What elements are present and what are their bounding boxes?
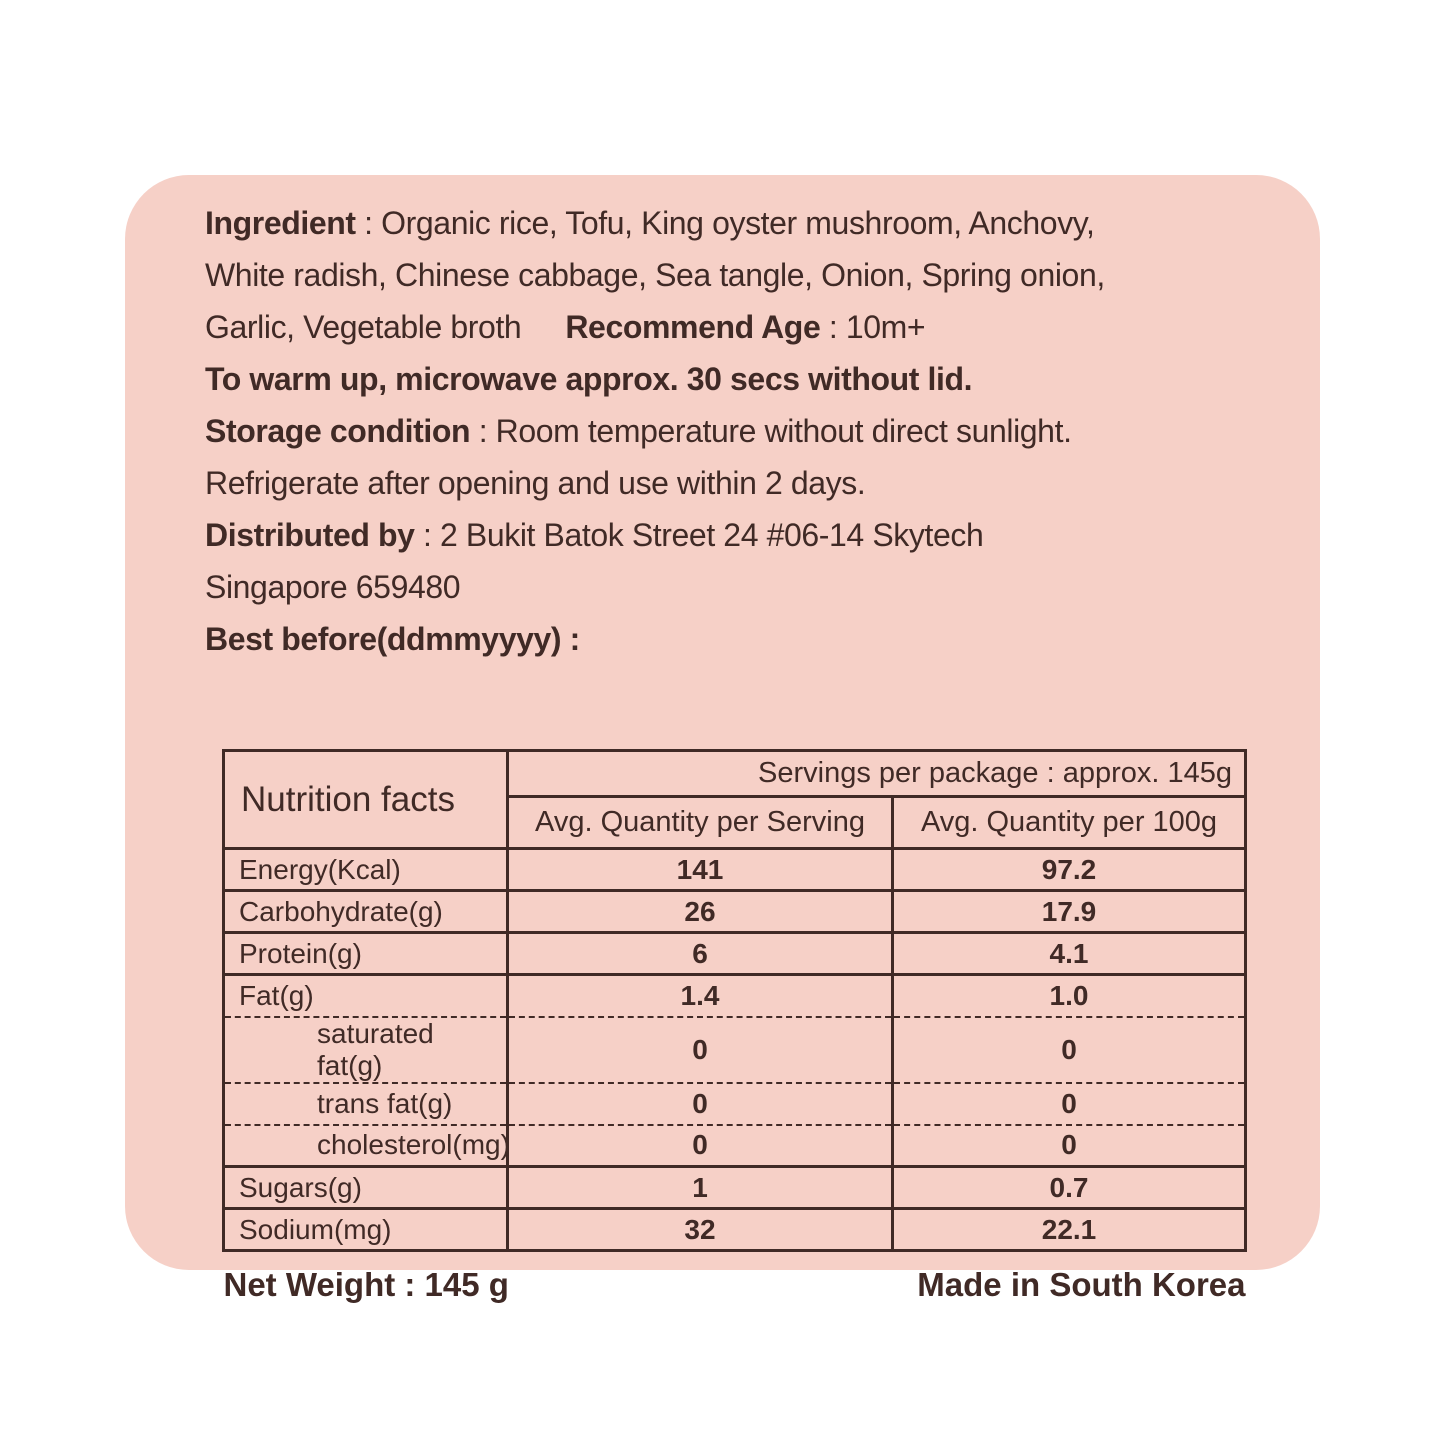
nutrient-label: Sodium(mg) <box>224 1209 508 1251</box>
storage-text-1: : Room temperature without direct sunlight. <box>470 413 1072 449</box>
ingredient-text-2: White radish, Chinese cabbage, Sea tangle, Onion, Spring onion, <box>205 257 1105 293</box>
servings-per-package-header: Servings per package : approx. 145g <box>508 751 1246 797</box>
table-header-row-1 <box>224 751 1246 797</box>
country-of-origin-text: Made in South Korea <box>917 1266 1246 1303</box>
per-100g-value: 0 <box>893 1125 1246 1167</box>
ingredient-line-3 <box>205 301 1264 353</box>
per-100g-value: 4.1 <box>893 933 1246 975</box>
per-serving-value: 1.4 <box>508 975 893 1017</box>
table-row-saturated-fat <box>224 1017 1246 1083</box>
per-serving-value: 6 <box>508 933 893 975</box>
distributor-heading: Distributed by <box>205 517 415 553</box>
table-row-protein <box>224 933 1246 975</box>
per-100g-value: 0 <box>893 1017 1246 1083</box>
ingredient-text-3: Garlic, Vegetable broth <box>205 309 522 345</box>
per-serving-value: 32 <box>508 1209 893 1251</box>
storage-heading: Storage condition <box>205 413 471 449</box>
nutrition-table-container <box>205 749 1264 1252</box>
nutrient-label: Energy(Kcal) <box>224 849 508 891</box>
table-title: Nutrition facts <box>241 779 455 819</box>
distributor-line-2 <box>205 561 1264 613</box>
net-weight-text: Net Weight : 145 g <box>223 1266 509 1303</box>
distributor-address-1: : 2 Bukit Batok Street 24 #06-14 Skytech <box>414 517 984 553</box>
per-serving-value: 0 <box>508 1083 893 1125</box>
best-before-line: Best before(ddmmyyyy) : <box>205 621 580 657</box>
storage-condition-line-2 <box>205 457 1264 509</box>
per-100g-value: 0.7 <box>893 1167 1246 1209</box>
storage-condition-line-1 <box>205 405 1264 457</box>
storage-text-2: Refrigerate after opening and use within 2 days. <box>205 465 866 501</box>
per-100g-value: 17.9 <box>893 891 1246 933</box>
column-header-per-100g: Avg. Quantity per 100g <box>893 797 1246 849</box>
nutrient-label: cholesterol(mg) <box>224 1125 508 1167</box>
per-100g-value: 22.1 <box>893 1209 1246 1251</box>
table-row-sugars <box>224 1167 1246 1209</box>
distributor-address-2: Singapore 659480 <box>205 569 461 605</box>
recommend-age-heading: Recommend Age <box>565 309 821 345</box>
ingredient-line-1 <box>205 197 1264 249</box>
per-serving-value: 0 <box>508 1125 893 1167</box>
per-serving-value: 26 <box>508 891 893 933</box>
table-row-carbohydrate <box>224 891 1246 933</box>
table-row-cholesterol <box>224 1125 1246 1167</box>
label-footer <box>224 1266 1246 1304</box>
per-serving-value: 141 <box>508 849 893 891</box>
per-100g-value: 1.0 <box>893 975 1246 1017</box>
per-100g-value: 0 <box>893 1083 1246 1125</box>
nutrient-label: Fat(g) <box>224 975 508 1017</box>
column-header-per-serving: Avg. Quantity per Serving <box>508 797 893 849</box>
ingredient-line-2 <box>205 249 1264 301</box>
table-row-trans-fat <box>224 1083 1246 1125</box>
nutrition-facts-table <box>222 749 1247 1252</box>
per-serving-value: 1 <box>508 1167 893 1209</box>
nutrient-label: Sugars(g) <box>224 1167 508 1209</box>
per-100g-value: 97.2 <box>893 849 1246 891</box>
label-card <box>125 175 1320 1303</box>
distributor-line-1 <box>205 509 1264 561</box>
table-row-sodium <box>224 1209 1246 1251</box>
table-row-energy <box>224 849 1246 891</box>
per-serving-value: 0 <box>508 1017 893 1083</box>
ingredient-text-1: : Organic rice, Tofu, King oyster mushroom, Anchovy, <box>355 205 1095 241</box>
nutrient-label: saturated fat(g) <box>224 1017 508 1083</box>
recommend-age-value: : 10m+ <box>820 309 926 345</box>
table-row-fat <box>224 975 1246 1017</box>
ingredient-heading: Ingredient <box>205 205 356 241</box>
nutrient-label: Carbohydrate(g) <box>224 891 508 933</box>
nutrient-label: trans fat(g) <box>224 1083 508 1125</box>
microwave-instruction: To warm up, microwave approx. 30 secs without lid. <box>205 361 973 397</box>
nutrient-label: Protein(g) <box>224 933 508 975</box>
